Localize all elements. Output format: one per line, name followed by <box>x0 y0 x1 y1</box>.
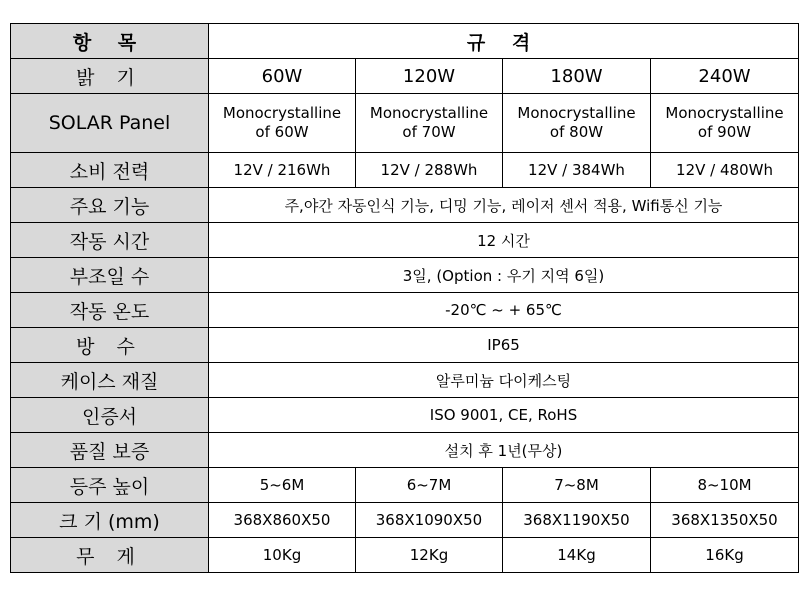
panel-rating: of 70W <box>402 123 456 141</box>
cell-cloudy-days: 3일, (Option : 우기 지역 6일) <box>209 258 799 293</box>
row-certification <box>11 398 799 433</box>
label-brightness: 밝 기 <box>11 59 209 94</box>
cell-waterproof: IP65 <box>209 328 799 363</box>
cell-size-1: 368X860X50 <box>209 503 356 538</box>
cell-weight-1: 10Kg <box>209 538 356 573</box>
label-power: 소비 전력 <box>11 153 209 188</box>
cell-operating-time: 12 시간 <box>209 223 799 258</box>
cell-power-1: 12V / 216Wh <box>209 153 356 188</box>
label-case-material: 케이스 재질 <box>11 363 209 398</box>
row-waterproof <box>11 328 799 363</box>
label-solar-panel: SOLAR Panel <box>11 94 209 153</box>
label-size: 크 기 (mm) <box>11 503 209 538</box>
cell-size-3: 368X1190X50 <box>503 503 651 538</box>
table-header-row <box>11 24 799 59</box>
cell-brightness-4: 240W <box>651 59 799 94</box>
row-pole-height <box>11 468 799 503</box>
cell-power-2: 12V / 288Wh <box>356 153 503 188</box>
cell-operating-temp: -20℃ ~ + 65℃ <box>209 293 799 328</box>
cell-pole-height-2: 6~7M <box>356 468 503 503</box>
cell-brightness-1: 60W <box>209 59 356 94</box>
row-case-material <box>11 363 799 398</box>
row-warranty <box>11 433 799 468</box>
cell-solar-panel-1 <box>209 94 356 153</box>
cell-solar-panel-2 <box>356 94 503 153</box>
header-spec: 규 격 <box>209 24 799 59</box>
row-operating-time <box>11 223 799 258</box>
cell-functions: 주,야간 자동인식 기능, 디밍 기능, 레이저 센서 적용, Wifi통신 기능 <box>209 188 799 223</box>
cell-pole-height-1: 5~6M <box>209 468 356 503</box>
row-functions <box>11 188 799 223</box>
panel-type: Monocrystalline <box>369 104 489 122</box>
panel-type: Monocrystalline <box>517 104 636 122</box>
cell-solar-panel-3 <box>503 94 651 153</box>
panel-rating: of 60W <box>255 123 309 141</box>
cell-size-2: 368X1090X50 <box>356 503 503 538</box>
row-size <box>11 503 799 538</box>
cell-weight-4: 16Kg <box>651 538 799 573</box>
cell-size-4: 368X1350X50 <box>651 503 799 538</box>
cell-power-3: 12V / 384Wh <box>503 153 651 188</box>
cell-weight-2: 12Kg <box>356 538 503 573</box>
label-operating-temp: 작동 온도 <box>11 293 209 328</box>
header-item: 항 목 <box>11 24 209 59</box>
panel-type: Monocrystalline <box>222 104 342 122</box>
row-operating-temp <box>11 293 799 328</box>
row-brightness <box>11 59 799 94</box>
label-pole-height: 등주 높이 <box>11 468 209 503</box>
panel-type: Monocrystalline <box>665 104 784 122</box>
cell-power-4: 12V / 480Wh <box>651 153 799 188</box>
cell-case-material: 알루미늄 다이케스팅 <box>209 363 799 398</box>
panel-rating: of 90W <box>697 123 752 141</box>
row-weight <box>11 538 799 573</box>
label-operating-time: 작동 시간 <box>11 223 209 258</box>
cell-pole-height-3: 7~8M <box>503 468 651 503</box>
row-cloudy-days <box>11 258 799 293</box>
panel-rating: of 80W <box>549 123 604 141</box>
row-solar-panel <box>11 94 799 153</box>
cell-warranty: 설치 후 1년(무상) <box>209 433 799 468</box>
row-power <box>11 153 799 188</box>
label-functions: 주요 기능 <box>11 188 209 223</box>
cell-brightness-3: 180W <box>503 59 651 94</box>
cell-weight-3: 14Kg <box>503 538 651 573</box>
spec-table <box>10 23 799 573</box>
cell-certification: ISO 9001, CE, RoHS <box>209 398 799 433</box>
label-waterproof: 방 수 <box>11 328 209 363</box>
label-weight: 무 게 <box>11 538 209 573</box>
cell-pole-height-4: 8~10M <box>651 468 799 503</box>
label-warranty: 품질 보증 <box>11 433 209 468</box>
label-cloudy-days: 부조일 수 <box>11 258 209 293</box>
cell-brightness-2: 120W <box>356 59 503 94</box>
label-certification: 인증서 <box>11 398 209 433</box>
cell-solar-panel-4 <box>651 94 799 153</box>
